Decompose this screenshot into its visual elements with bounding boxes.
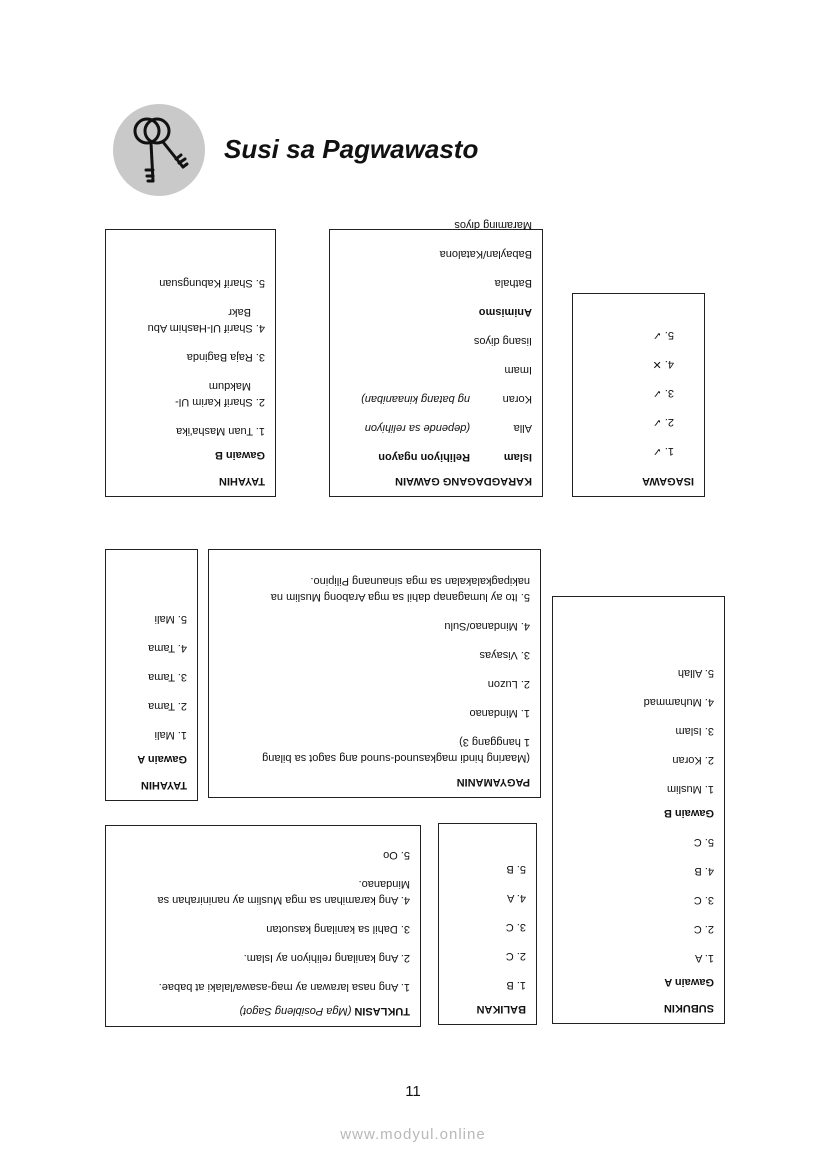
list-item: nakipagkalakalan sa mga sinaunang Pilipino. [310, 575, 530, 587]
keys-icon [113, 104, 205, 196]
list-item: 5. ✓ [652, 329, 674, 341]
gawain-label: Gawain A [137, 753, 187, 765]
pagyamanin-heading: PAGYAMANIN [456, 776, 530, 788]
cell: Animismo [478, 306, 532, 318]
list-item: 3. Tama [148, 671, 187, 683]
balikan-heading: BALIKAN [476, 1003, 526, 1015]
cell: ng batang kinaaniban) [361, 393, 470, 405]
list-item: 4. Mindanao/Sulu [444, 620, 530, 632]
tuklasin-heading: TUKLASIN [354, 1005, 410, 1017]
list-item: 3. C [505, 921, 526, 933]
list-item: 4. B [694, 865, 714, 877]
karagdagang-heading: KARAGDAGANG GAWAIN [395, 475, 532, 487]
tayahin-a-box [105, 549, 198, 801]
list-item: 4. Sharif Ul-Hashim Abu [147, 322, 265, 334]
column-head: Relihiyon ngayon [378, 451, 470, 463]
cell: Bathala [494, 277, 532, 289]
list-item: 5. Mali [154, 613, 187, 625]
list-item: 1. A [695, 952, 714, 964]
page-number: 11 [405, 1083, 421, 1100]
list-item: 5. C [693, 836, 714, 848]
gawain-label: Gawain B [663, 807, 714, 819]
list-item: 1. Tuan Masha'ika [176, 425, 265, 437]
cell: Babaylan/Katalona [439, 248, 532, 260]
cell: (depende sa relihiyon [364, 422, 470, 434]
list-item: 2. Ang kanilang relihiyon ay Islam. [243, 952, 410, 964]
list-item: 4. ✕ [652, 358, 674, 370]
keys-logo [113, 104, 205, 196]
list-item: 1. Mali [154, 729, 187, 741]
karagdagang-box [329, 219, 543, 497]
list-item: Bakr [228, 306, 251, 318]
list-item: 4. Ang karamihan sa mga Muslim ay naninirahan sa [157, 894, 410, 906]
tayahin-heading: TAYAHIN [218, 475, 265, 487]
tayahin-heading: TAYAHIN [140, 779, 187, 791]
cell: Maraming diyos [454, 219, 532, 231]
list-item: 3. ✓ [652, 387, 674, 399]
list-item: 1. B [506, 979, 526, 991]
list-item: 2. Sharif Karim Ul- [175, 396, 265, 408]
page-title: Susi sa Pagwawasto [224, 134, 479, 164]
tuklasin-note: (Mga Posibleng Sagot) [239, 1005, 352, 1017]
cell: Imam [504, 364, 532, 376]
cell: Alla [513, 422, 532, 434]
gawain-label: Gawain B [214, 449, 265, 461]
list-item: 5. Ito ay lumaganap dahil sa mga Arabong Muslim na [270, 591, 530, 603]
watermark: www.modyul.online [340, 1126, 486, 1143]
list-item: 5. Oo [383, 849, 410, 861]
balikan-box [438, 823, 537, 1025]
isagawa-box [572, 293, 705, 497]
list-item: 2. Koran [672, 754, 714, 766]
list-item: 1. Mindanao [469, 707, 530, 719]
list-item: 4. Tama [148, 642, 187, 654]
list-item: 2. Luzon [487, 678, 530, 690]
tuklasin-box [105, 825, 421, 1027]
list-item: 2. Tama [148, 700, 187, 712]
list-item: 2. ✓ [652, 416, 674, 428]
gawain-label: Gawain A [664, 976, 714, 988]
list-item: 1. Muslim [666, 783, 714, 795]
note: 1 hanggang 3) [459, 736, 530, 748]
list-item: 1. Ang nasa larawan ay mag-asawa/lalaki at babae. [158, 981, 410, 993]
list-item: 2. C [693, 923, 714, 935]
list-item: 3. Visayas [479, 649, 530, 661]
list-item: 5. Allah [677, 667, 714, 679]
list-item: 3. Islam [675, 725, 714, 737]
list-item: 4. A [507, 892, 526, 904]
list-item: 1. ✓ [652, 445, 674, 457]
subukin-box [552, 596, 725, 1024]
isagawa-heading: ISAGAWA [642, 475, 694, 487]
list-item: 5. B [506, 863, 526, 875]
list-item: Makdum [208, 380, 251, 392]
list-item: 3. Raja Baginda [186, 351, 265, 363]
list-item: 4. Muhammad [643, 696, 714, 708]
list-item: Mindanao. [358, 878, 410, 890]
list-item: 3. C [693, 894, 714, 906]
pagyamanin-box [208, 549, 541, 798]
subukin-heading: SUBUKIN [663, 1002, 714, 1014]
cell: Iisang diyos [473, 335, 532, 347]
cell: Koran [502, 393, 532, 405]
column-head: Islam [503, 451, 532, 463]
list-item: 2. C [505, 950, 526, 962]
list-item: 3. Dahil sa kanilang kasuotan [266, 923, 410, 935]
tayahin-b-box [105, 229, 276, 497]
list-item: 5. Sharif Kabungsuan [159, 277, 265, 289]
note: (Maaring hindi magkasunod-sunod ang sagot sa bilang [262, 752, 530, 764]
